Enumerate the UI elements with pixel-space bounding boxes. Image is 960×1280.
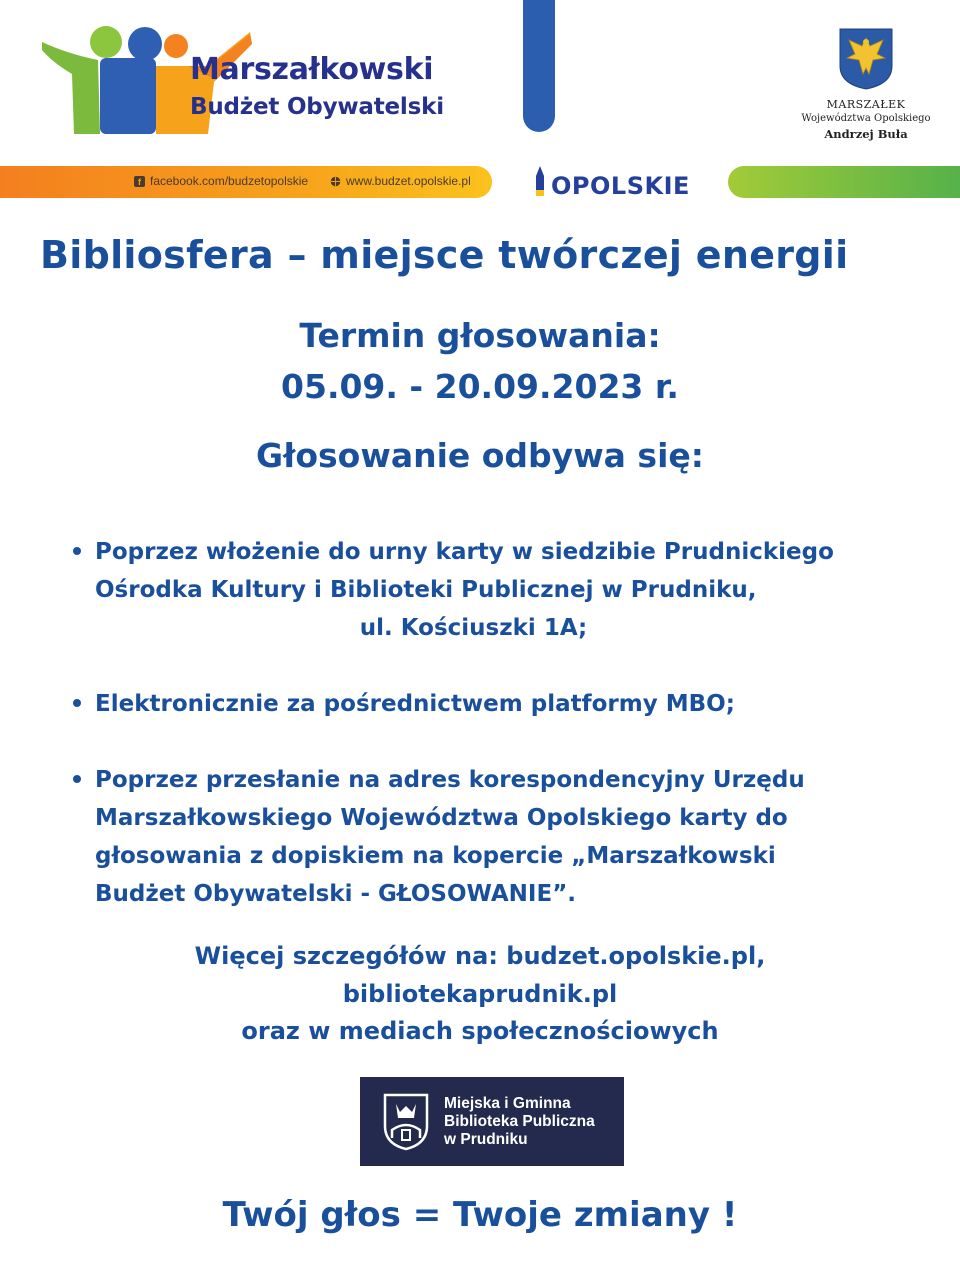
facebook-icon: f xyxy=(134,176,145,187)
list-item-line: Elektronicznie za pośrednictwem platformy MBO; xyxy=(95,691,735,717)
program-title-line1: Marszałkowski xyxy=(190,52,434,87)
library-logo xyxy=(360,1077,624,1166)
details-line: Więcej szczegółów na: budzet.opolskie.pl, xyxy=(194,942,766,970)
marshal-region: Województwa Opolskiego xyxy=(801,113,931,124)
list-item xyxy=(72,533,892,647)
page-title: Bibliosfera – miejsce twórczej energii xyxy=(40,233,849,277)
voting-methods-list xyxy=(72,533,892,913)
details-line: oraz w mediach społecznościowych xyxy=(241,1017,719,1045)
marshal-name: Andrzej Buła xyxy=(824,127,908,141)
list-item-line: głosowania z dopiskiem na kopercie „Marszałkowski xyxy=(95,843,776,869)
decorative-blue-bar xyxy=(523,0,555,132)
facebook-link[interactable]: facebook.com/budzetopolskie xyxy=(150,174,309,188)
list-item xyxy=(72,761,892,913)
opolskie-wordmark: OPOLSKIE xyxy=(551,172,690,200)
list-item-line: ul. Kościuszki 1A; xyxy=(359,615,588,641)
program-title-line2: Budżet Obywatelski xyxy=(190,94,444,120)
website-link[interactable]: www.budzet.opolskie.pl xyxy=(346,174,471,188)
list-item-line: Poprzez przesłanie na adres korespondencyjny Urzędu xyxy=(95,767,805,793)
voting-term-label: Termin głosowania: xyxy=(299,316,661,355)
list-item-line: Marszałkowskiego Województwa Opolskiego karty do xyxy=(95,805,788,831)
list-item-line: Poprzez włożenie do urny karty w siedzibie Prudnickiego xyxy=(95,539,834,565)
list-item-line: Ośrodka Kultury i Biblioteki Publicznej w Prudniku, xyxy=(95,577,757,603)
details-line: bibliotekaprudnik.pl xyxy=(342,980,618,1008)
library-crest-icon xyxy=(382,1092,430,1152)
opole-eagle-crest-icon xyxy=(839,28,893,90)
opolskie-tower-icon xyxy=(532,166,548,198)
marshal-title: MARSZAŁEK xyxy=(826,98,906,111)
library-name-line: Biblioteka Publiczna xyxy=(444,1113,595,1130)
list-item xyxy=(72,685,892,723)
slogan: Twój głos = Twoje zmiany ! xyxy=(222,1195,738,1235)
list-item-line: Budżet Obywatelski - GŁOSOWANIE”. xyxy=(95,881,577,907)
voting-method-heading: Głosowanie odbywa się: xyxy=(256,436,704,475)
decorative-green-bar xyxy=(728,166,960,198)
voting-term-dates: 05.09. - 20.09.2023 r. xyxy=(281,367,679,406)
library-name-line: Miejska i Gminna xyxy=(444,1095,571,1112)
library-name-line: w Prudniku xyxy=(444,1131,528,1148)
globe-icon xyxy=(330,176,341,187)
